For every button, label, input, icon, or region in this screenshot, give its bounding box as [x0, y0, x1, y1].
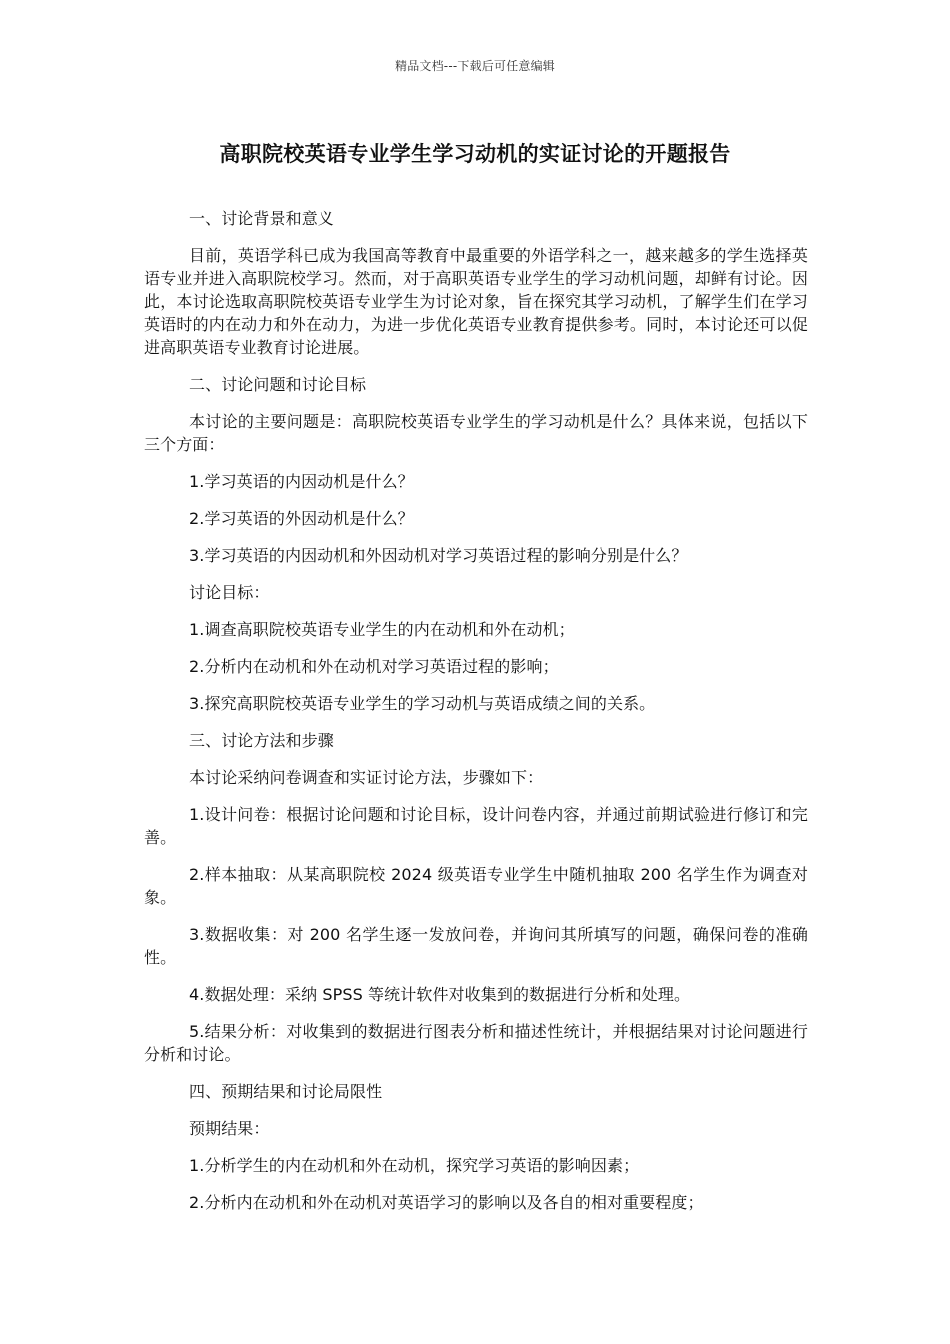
- list-item-goal-3: 3.探究高职院校英语专业学生的学习动机与英语成绩之间的关系。: [189, 694, 656, 713]
- list-item-step-1: 1.设计问卷：根据讨论问题和讨论目标，设计问卷内容，并通过前期试验进行修订和完善。: [144, 805, 808, 847]
- section-heading-questions: 二、讨论问题和讨论目标: [189, 375, 367, 394]
- section-heading-methods: 三、讨论方法和步骤: [189, 731, 334, 750]
- list-item-question-1: 1.学习英语的内因动机是什么？: [189, 472, 414, 491]
- paragraph-main-question: 本讨论的主要问题是：高职院校英语专业学生的学习动机是什么？具体来说，包括以下三个方面：: [144, 412, 808, 454]
- list-item-goal-2: 2.分析内在动机和外在动机对学习英语过程的影响；: [189, 657, 559, 676]
- subheading-goals: 讨论目标：: [189, 583, 270, 602]
- list-item-result-2: 2.分析内在动机和外在动机对英语学习的影响以及各自的相对重要程度；: [189, 1193, 704, 1212]
- subheading-expected-results: 预期结果：: [189, 1119, 270, 1138]
- document-body: [144, 207, 808, 1228]
- list-item-question-3: 3.学习英语的内因动机和外因动机对学习英语过程的影响分别是什么？: [189, 546, 688, 565]
- list-item-step-4: 4.数据处理：采纳 SPSS 等统计软件对收集到的数据进行分析和处理。: [189, 985, 691, 1004]
- header-watermark: 精品文档---下载后可任意编辑: [395, 59, 555, 73]
- document-title: 高职院校英语专业学生学习动机的实证讨论的开题报告: [219, 142, 731, 166]
- list-item-result-1: 1.分析学生的内在动机和外在动机，探究学习英语的影响因素；: [189, 1156, 640, 1175]
- paragraph-background: 目前，英语学科已成为我国高等教育中最重要的外语学科之一，越来越多的学生选择英语专业并进入高职院校学习。然而，对于高职英语专业学生的学习动机问题，却鲜有讨论。因此，本讨论选取高职院校英语专业学生为讨论对象，旨在探究其学习动机，了解学生们在学习英语时的内在动力和外在动力，为进一步优化英语专业教育提供参考。同时，本讨论还可以促进高职英语专业教育讨论进展。: [144, 246, 808, 357]
- list-item-question-2: 2.学习英语的外因动机是什么？: [189, 509, 414, 528]
- paragraph-methods-intro: 本讨论采纳问卷调查和实证讨论方法，步骤如下：: [189, 768, 544, 787]
- list-item-step-5: 5.结果分析：对收集到的数据进行图表分析和描述性统计，并根据结果对讨论问题进行分析和讨论。: [144, 1022, 808, 1064]
- list-item-goal-1: 1.调查高职院校英语专业学生的内在动机和外在动机；: [189, 620, 575, 639]
- section-heading-expected: 四、预期结果和讨论局限性: [189, 1082, 383, 1101]
- section-heading-background: 一、讨论背景和意义: [189, 209, 334, 228]
- list-item-step-3: 3.数据收集：对 200 名学生逐一发放问卷，并询问其所填写的问题，确保问卷的准确性。: [144, 925, 808, 967]
- list-item-step-2: 2.样本抽取：从某高职院校 2024 级英语专业学生中随机抽取 200 名学生作为调查对象。: [144, 865, 808, 907]
